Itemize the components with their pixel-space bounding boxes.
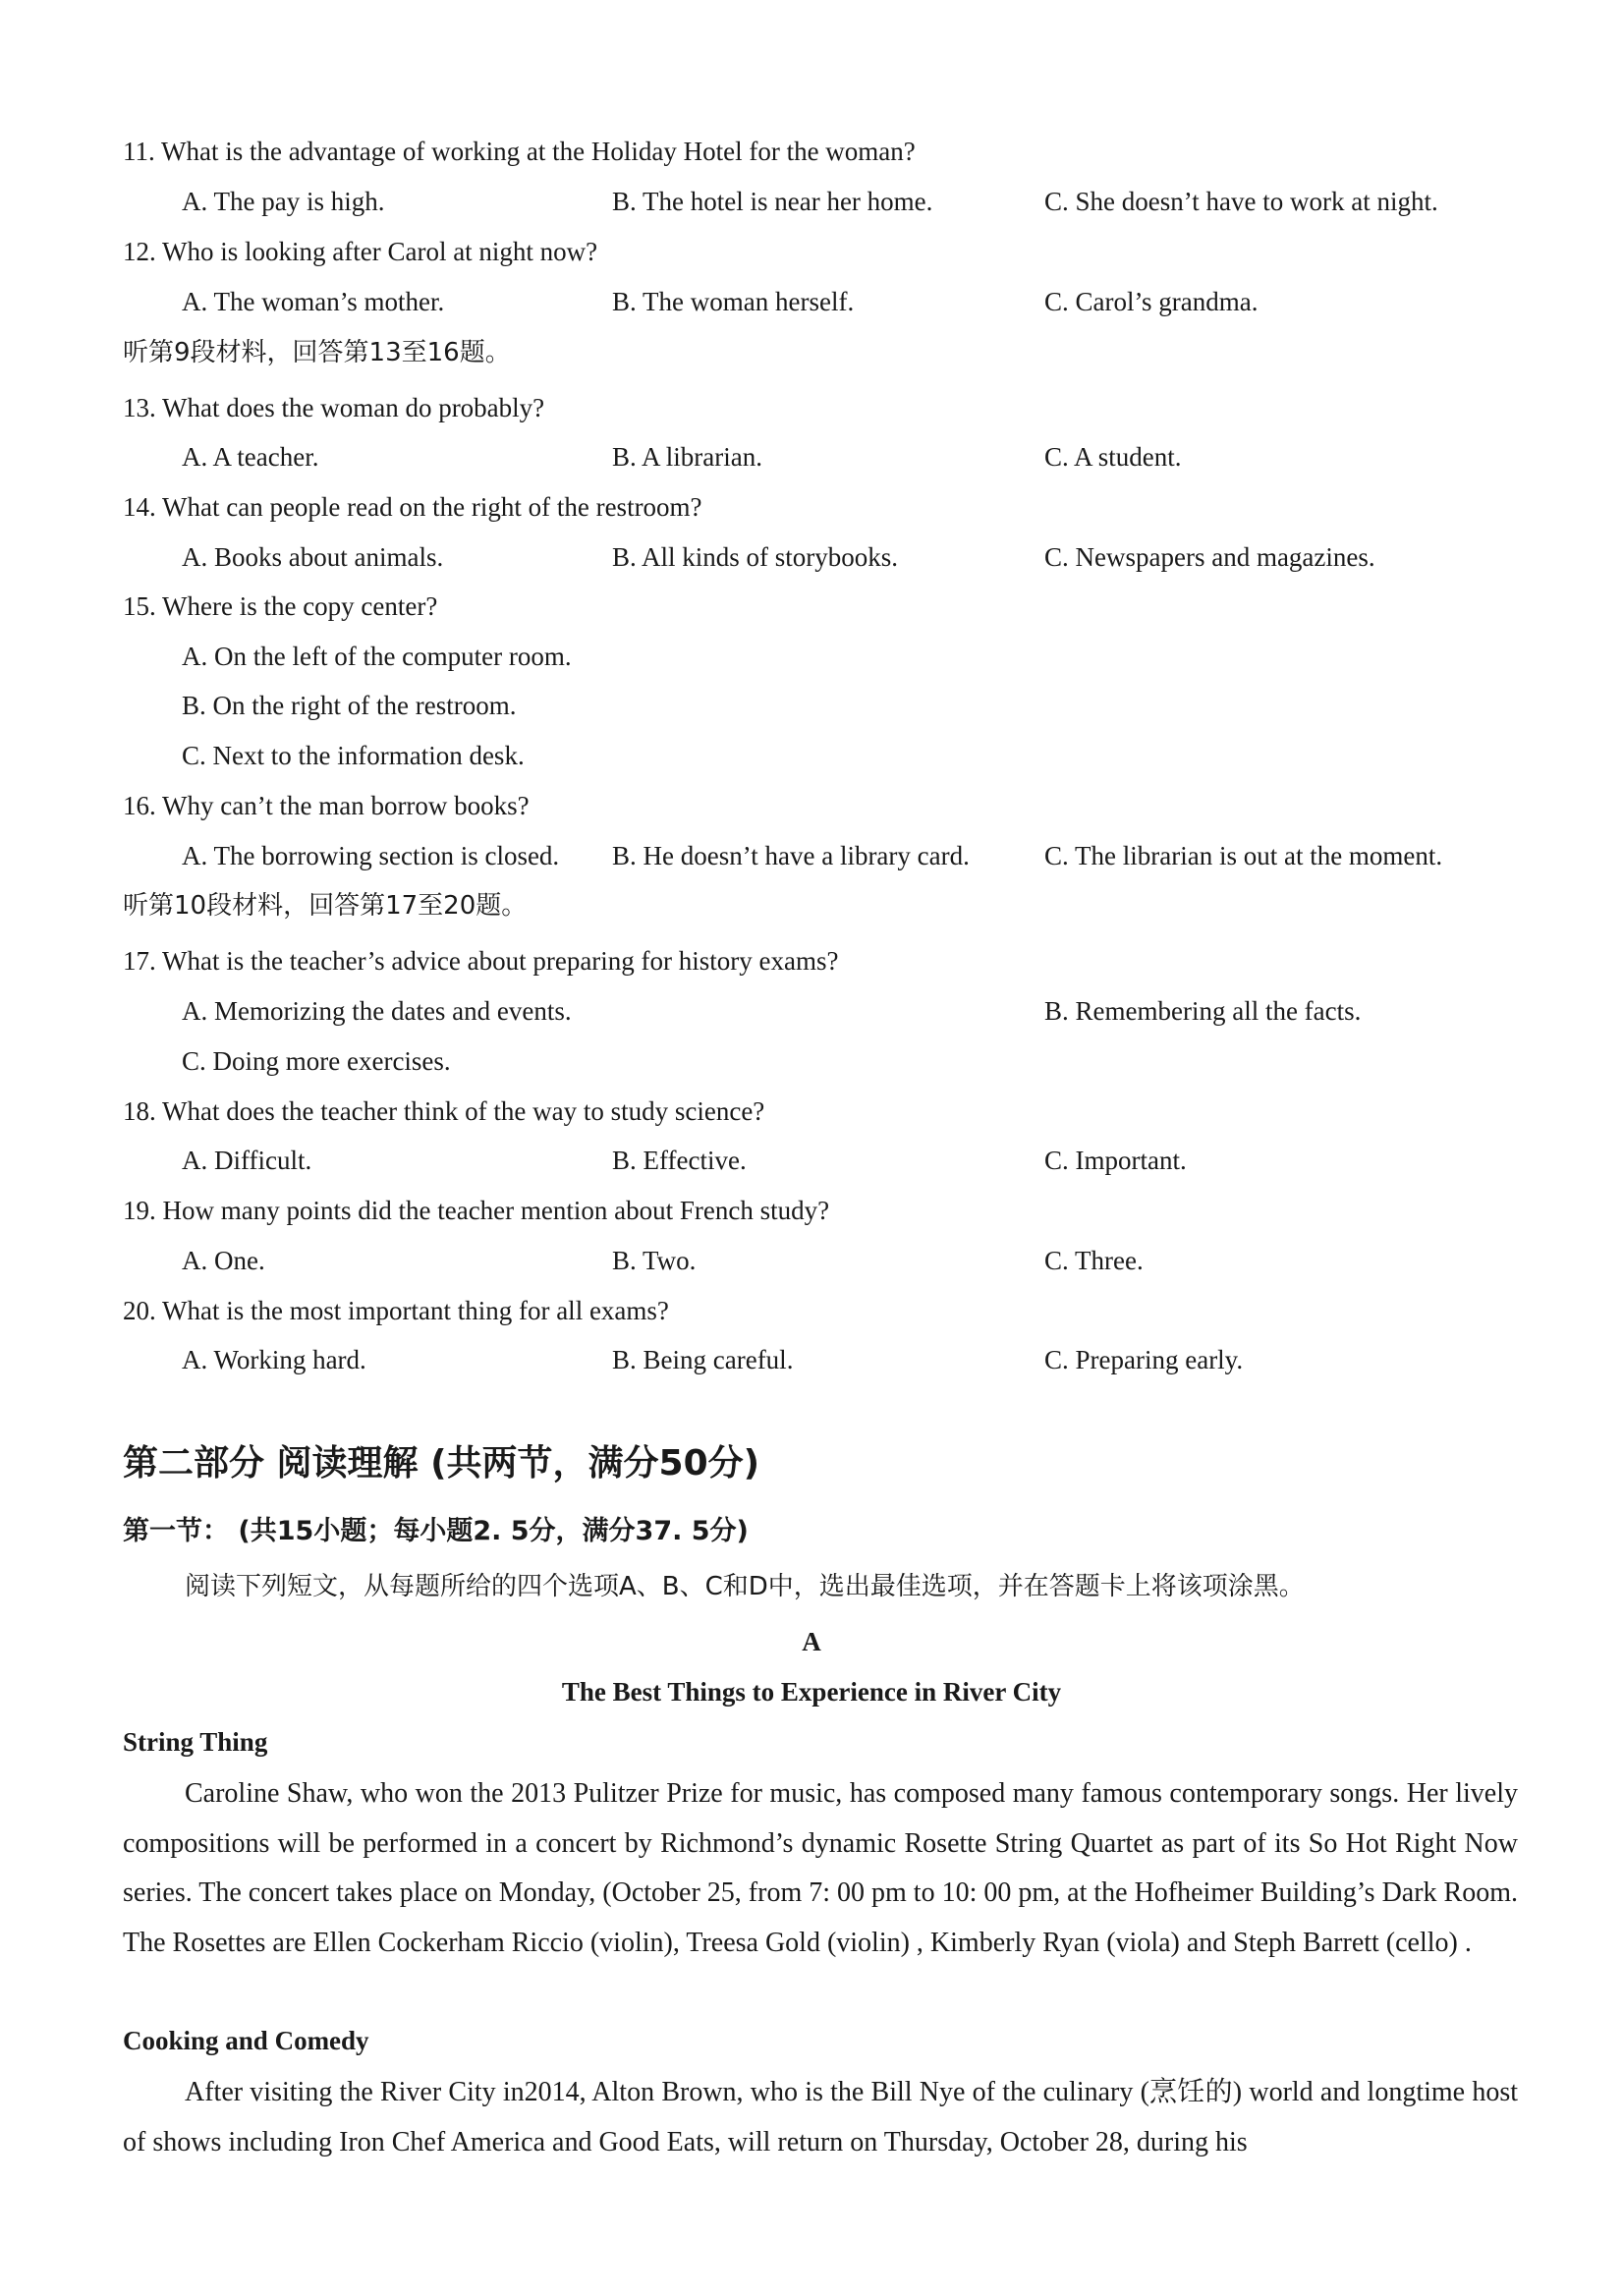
listening-instruction: 听第9段材料，回答第13至16题。 — [123, 338, 511, 367]
option-b: B. Remembering all the facts. — [1044, 996, 1362, 1026]
section-one-title: 第一节： (共15小题；每小题2. 5分，满分37. 5分) — [123, 1516, 749, 1546]
option-c: C. Important. — [1044, 1146, 1187, 1175]
option-b: B. Effective. — [612, 1146, 747, 1175]
part-two-title: 第二部分 阅读理解 (共两节，满分50分) — [123, 1443, 760, 1484]
option-b: B. A librarian. — [612, 442, 762, 472]
section-heading: Cooking and Comedy — [123, 2026, 369, 2055]
question-stem: 16. Why can’t the man borrow books? — [123, 791, 530, 820]
option-c: C. Doing more exercises. — [182, 1046, 451, 1076]
option-b: B. All kinds of storybooks. — [612, 542, 899, 572]
option-b: B. Being careful. — [612, 1345, 794, 1374]
option-a: A. A teacher. — [182, 442, 319, 472]
passage-paragraph: After visiting the River City in2014, Alton Brown, who is the Bill Nye of the culinary (烹饪的) world and longtime host of shows including Iron Chef America and Good Eats, will return on Thursday, October 28, during his — [123, 2077, 1518, 2157]
question-stem: 17. What is the teacher’s advice about preparing for history exams? — [123, 946, 839, 976]
option-a: A. The woman’s mother. — [182, 287, 445, 316]
question-stem: 18. What does the teacher think of the way to study science? — [123, 1096, 765, 1126]
option-a: A. One. — [182, 1246, 265, 1275]
question-stem: 12. Who is looking after Carol at night now? — [123, 237, 598, 266]
option-a: A. Books about animals. — [182, 542, 444, 572]
option-c: C. Next to the information desk. — [182, 741, 525, 770]
passage-title: The Best Things to Experience in River City — [561, 1677, 1062, 1707]
option-c: C. Three. — [1044, 1246, 1144, 1275]
listening-instruction: 听第10段材料，回答第17至20题。 — [123, 891, 528, 921]
option-c: C. Carol’s grandma. — [1044, 287, 1259, 316]
option-a: A. The borrowing section is closed. — [182, 841, 560, 870]
question-stem: 14. What can people read on the right of the restroom? — [123, 492, 702, 522]
option-c: C. Newspapers and magazines. — [1044, 542, 1375, 572]
option-a: A. The pay is high. — [182, 187, 385, 216]
option-b: B. He doesn’t have a library card. — [612, 841, 970, 870]
question-stem: 19. How many points did the teacher mention about French study? — [123, 1196, 830, 1225]
option-b: B. Two. — [612, 1246, 697, 1275]
option-b: B. On the right of the restroom. — [182, 691, 517, 720]
option-c: C. The librarian is out at the moment. — [1044, 841, 1443, 870]
option-c: C. She doesn’t have to work at night. — [1044, 187, 1438, 216]
question-stem: 20. What is the most important thing for all exams? — [123, 1296, 669, 1325]
option-c: C. A student. — [1044, 442, 1182, 472]
option-a: A. Memorizing the dates and events. — [182, 996, 572, 1026]
option-a: A. On the left of the computer room. — [182, 642, 572, 671]
passage-letter: A — [802, 1627, 821, 1656]
reading-directions: 阅读下列短文，从每题所给的四个选项A、B、C和D中，选出最佳选项，并在答题卡上将该项涂黑。 — [185, 1572, 1305, 1601]
question-stem: 11. What is the advantage of working at the Holiday Hotel for the woman? — [123, 137, 916, 166]
option-b: B. The woman herself. — [612, 287, 855, 316]
section-heading: String Thing — [123, 1727, 268, 1757]
question-stem: 13. What does the woman do probably? — [123, 393, 545, 422]
option-c: C. Preparing early. — [1044, 1345, 1244, 1374]
option-b: B. The hotel is near her home. — [612, 187, 933, 216]
passage-paragraph: Caroline Shaw, who won the 2013 Pulitzer Prize for music, has composed many famous contemporary songs. Her lively compositions will be performed in a concert by Richmond’s dynamic Rosette String Quartet as part of its So Hot Right Now series. The concert takes place on Monday, (October 25, from 7: 00 pm to 10: 00 pm, at the Hofheimer Building’s Dark Room. The Rosettes are Ellen Cockerham Riccio (violin), Treesa Gold (violin) , Kimberly Ryan (viola) and Steph Barrett (cello) . — [123, 1778, 1518, 1958]
question-stem: 15. Where is the copy center? — [123, 591, 438, 621]
option-a: A. Difficult. — [182, 1146, 312, 1175]
option-a: A. Working hard. — [182, 1345, 366, 1374]
